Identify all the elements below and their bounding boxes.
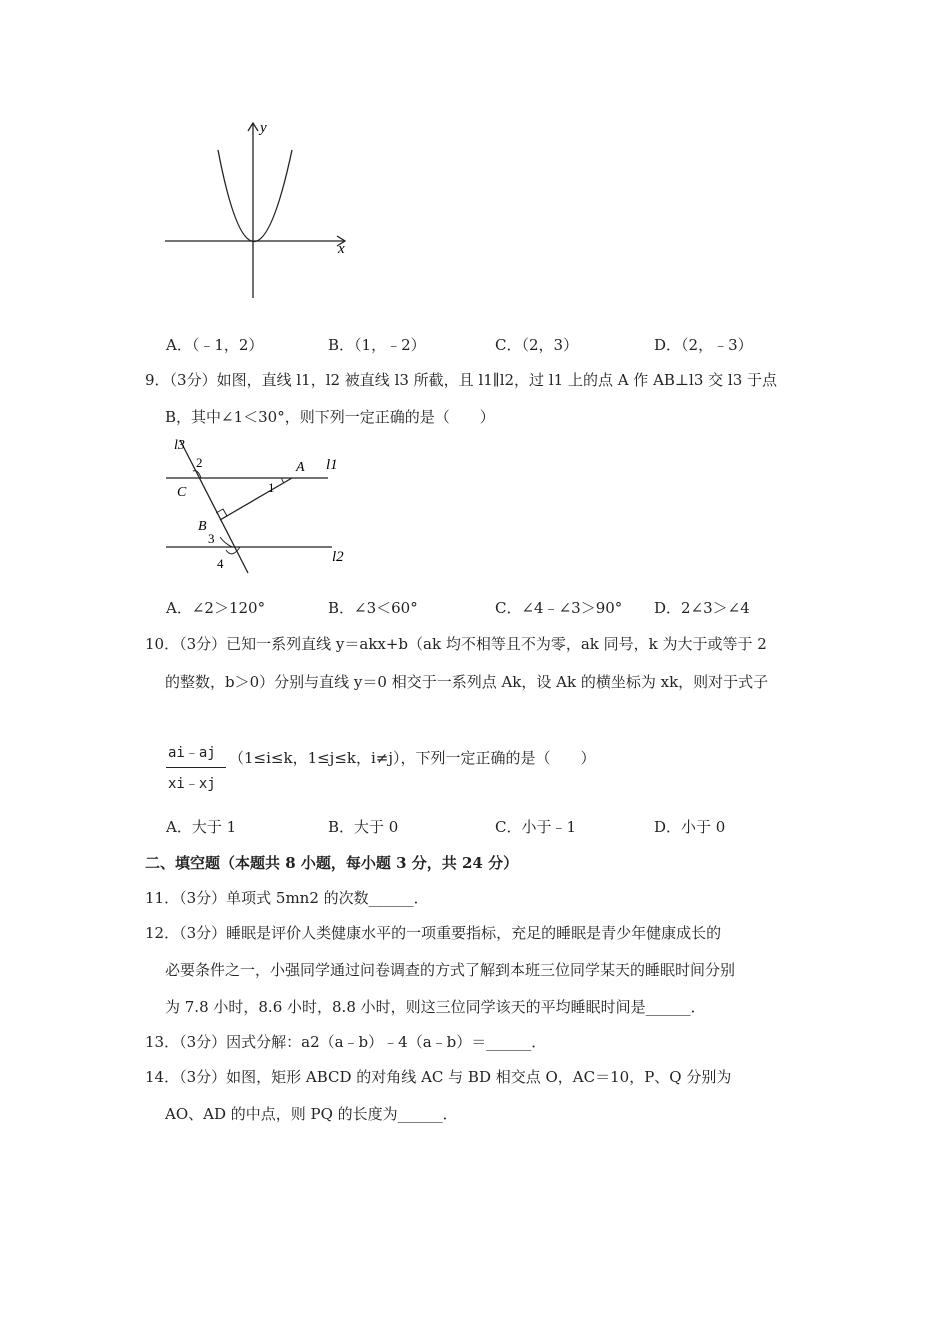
label-l2: l2 bbox=[332, 549, 344, 565]
q8-option-a[interactable]: A．（﹣1，2） bbox=[166, 336, 264, 354]
q12-stem-line3: 为 7.8 小时，8.6 小时，8.8 小时，则这三位同学该天的平均睡眠时间是______． bbox=[165, 998, 706, 1016]
label-point-a: A bbox=[296, 460, 305, 475]
label-point-c: C bbox=[177, 485, 187, 500]
angle-1-arc bbox=[282, 478, 284, 483]
q8-option-c[interactable]: C．（2，3） bbox=[495, 336, 579, 354]
label-l1: l1 bbox=[326, 457, 338, 473]
q10-fraction-denominator: xi﹣xj bbox=[168, 776, 216, 792]
q9-parallel-lines-figure bbox=[160, 435, 360, 580]
q14-stem-line1: 14．（3分）如图，矩形 ABCD 的对角线 AC 与 BD 相交点 O，AC＝10，P、Q 分别为 bbox=[145, 1068, 732, 1086]
label-point-b: B bbox=[198, 519, 207, 534]
q10-stem-line2: 的整数，b＞0）分别与直线 y＝0 相交于一系列点 Ak，设 Ak 的横坐标为 xk，则对于式子 bbox=[165, 673, 769, 691]
y-axis-label: y bbox=[260, 120, 267, 136]
q9-stem-line2: B，其中∠1＜30°，则下列一定正确的是（ ） bbox=[165, 408, 495, 426]
q9-stem-line1: 9．（3分）如图，直线 l1，l2 被直线 l3 所截，且 l1∥l2，过 l1 上的点 A 作 AB⊥l3 交 l3 于点 bbox=[145, 371, 778, 389]
q9-option-a[interactable]: A．∠2＞120° bbox=[166, 599, 266, 617]
x-axis-label: x bbox=[338, 241, 345, 257]
parabola-graph bbox=[160, 115, 360, 305]
q9-option-c[interactable]: C．∠4﹣∠3＞90° bbox=[495, 599, 623, 617]
label-l3: l3 bbox=[174, 438, 185, 453]
parabola-curve bbox=[218, 150, 292, 242]
q10-stem-line3: （1≤i≤k，1≤j≤k，i≠j），下列一定正确的是（ ） bbox=[229, 749, 596, 767]
label-angle-1: 1 bbox=[268, 480, 275, 495]
label-angle-3: 3 bbox=[208, 531, 215, 546]
q10-option-c[interactable]: C．小于﹣1 bbox=[495, 818, 577, 836]
line-l3 bbox=[180, 440, 248, 573]
q10-stem-line1: 10．（3分）已知一系列直线 y＝akx+b（ak 均不相等且不为零，ak 同号，k 为大于或等于 2 bbox=[145, 635, 767, 653]
q13-stem: 13．（3分）因式分解：a2（a﹣b）﹣4（a﹣b）＝______． bbox=[145, 1033, 547, 1051]
section-heading-fill-blank: 二、填空题（本题共 8 小题，每小题 3 分，共 24 分） bbox=[145, 854, 519, 872]
q9-option-b[interactable]: B．∠3＜60° bbox=[328, 599, 418, 617]
q9-option-d[interactable]: D．2∠3＞∠4 bbox=[654, 599, 750, 617]
label-angle-2: 2 bbox=[196, 455, 203, 470]
q8-option-d[interactable]: D．（2，﹣3） bbox=[654, 336, 753, 354]
q10-option-b[interactable]: B．大于 0 bbox=[328, 818, 399, 836]
q14-stem-line2: AO、AD 的中点，则 PQ 的长度为______． bbox=[165, 1105, 458, 1123]
q10-option-d[interactable]: D．小于 0 bbox=[654, 818, 726, 836]
q10-fraction-bar bbox=[166, 767, 226, 768]
q8-option-b[interactable]: B．（1，﹣2） bbox=[328, 336, 426, 354]
q12-stem-line2: 必要条件之一，小强同学通过问卷调查的方式了解到本班三位同学某天的睡眠时间分别 bbox=[165, 961, 736, 979]
label-angle-4: 4 bbox=[217, 556, 224, 571]
q10-option-a[interactable]: A．大于 1 bbox=[166, 818, 237, 836]
q12-stem-line1: 12．（3分）睡眠是评价人类健康水平的一项重要指标，充足的睡眠是青少年健康成长的 bbox=[145, 924, 722, 942]
q10-fraction-numerator: ai﹣aj bbox=[168, 745, 216, 761]
segment-ab bbox=[220, 478, 292, 520]
q11-stem: 11．（3分）单项式 5mn2 的次数______． bbox=[145, 889, 429, 907]
